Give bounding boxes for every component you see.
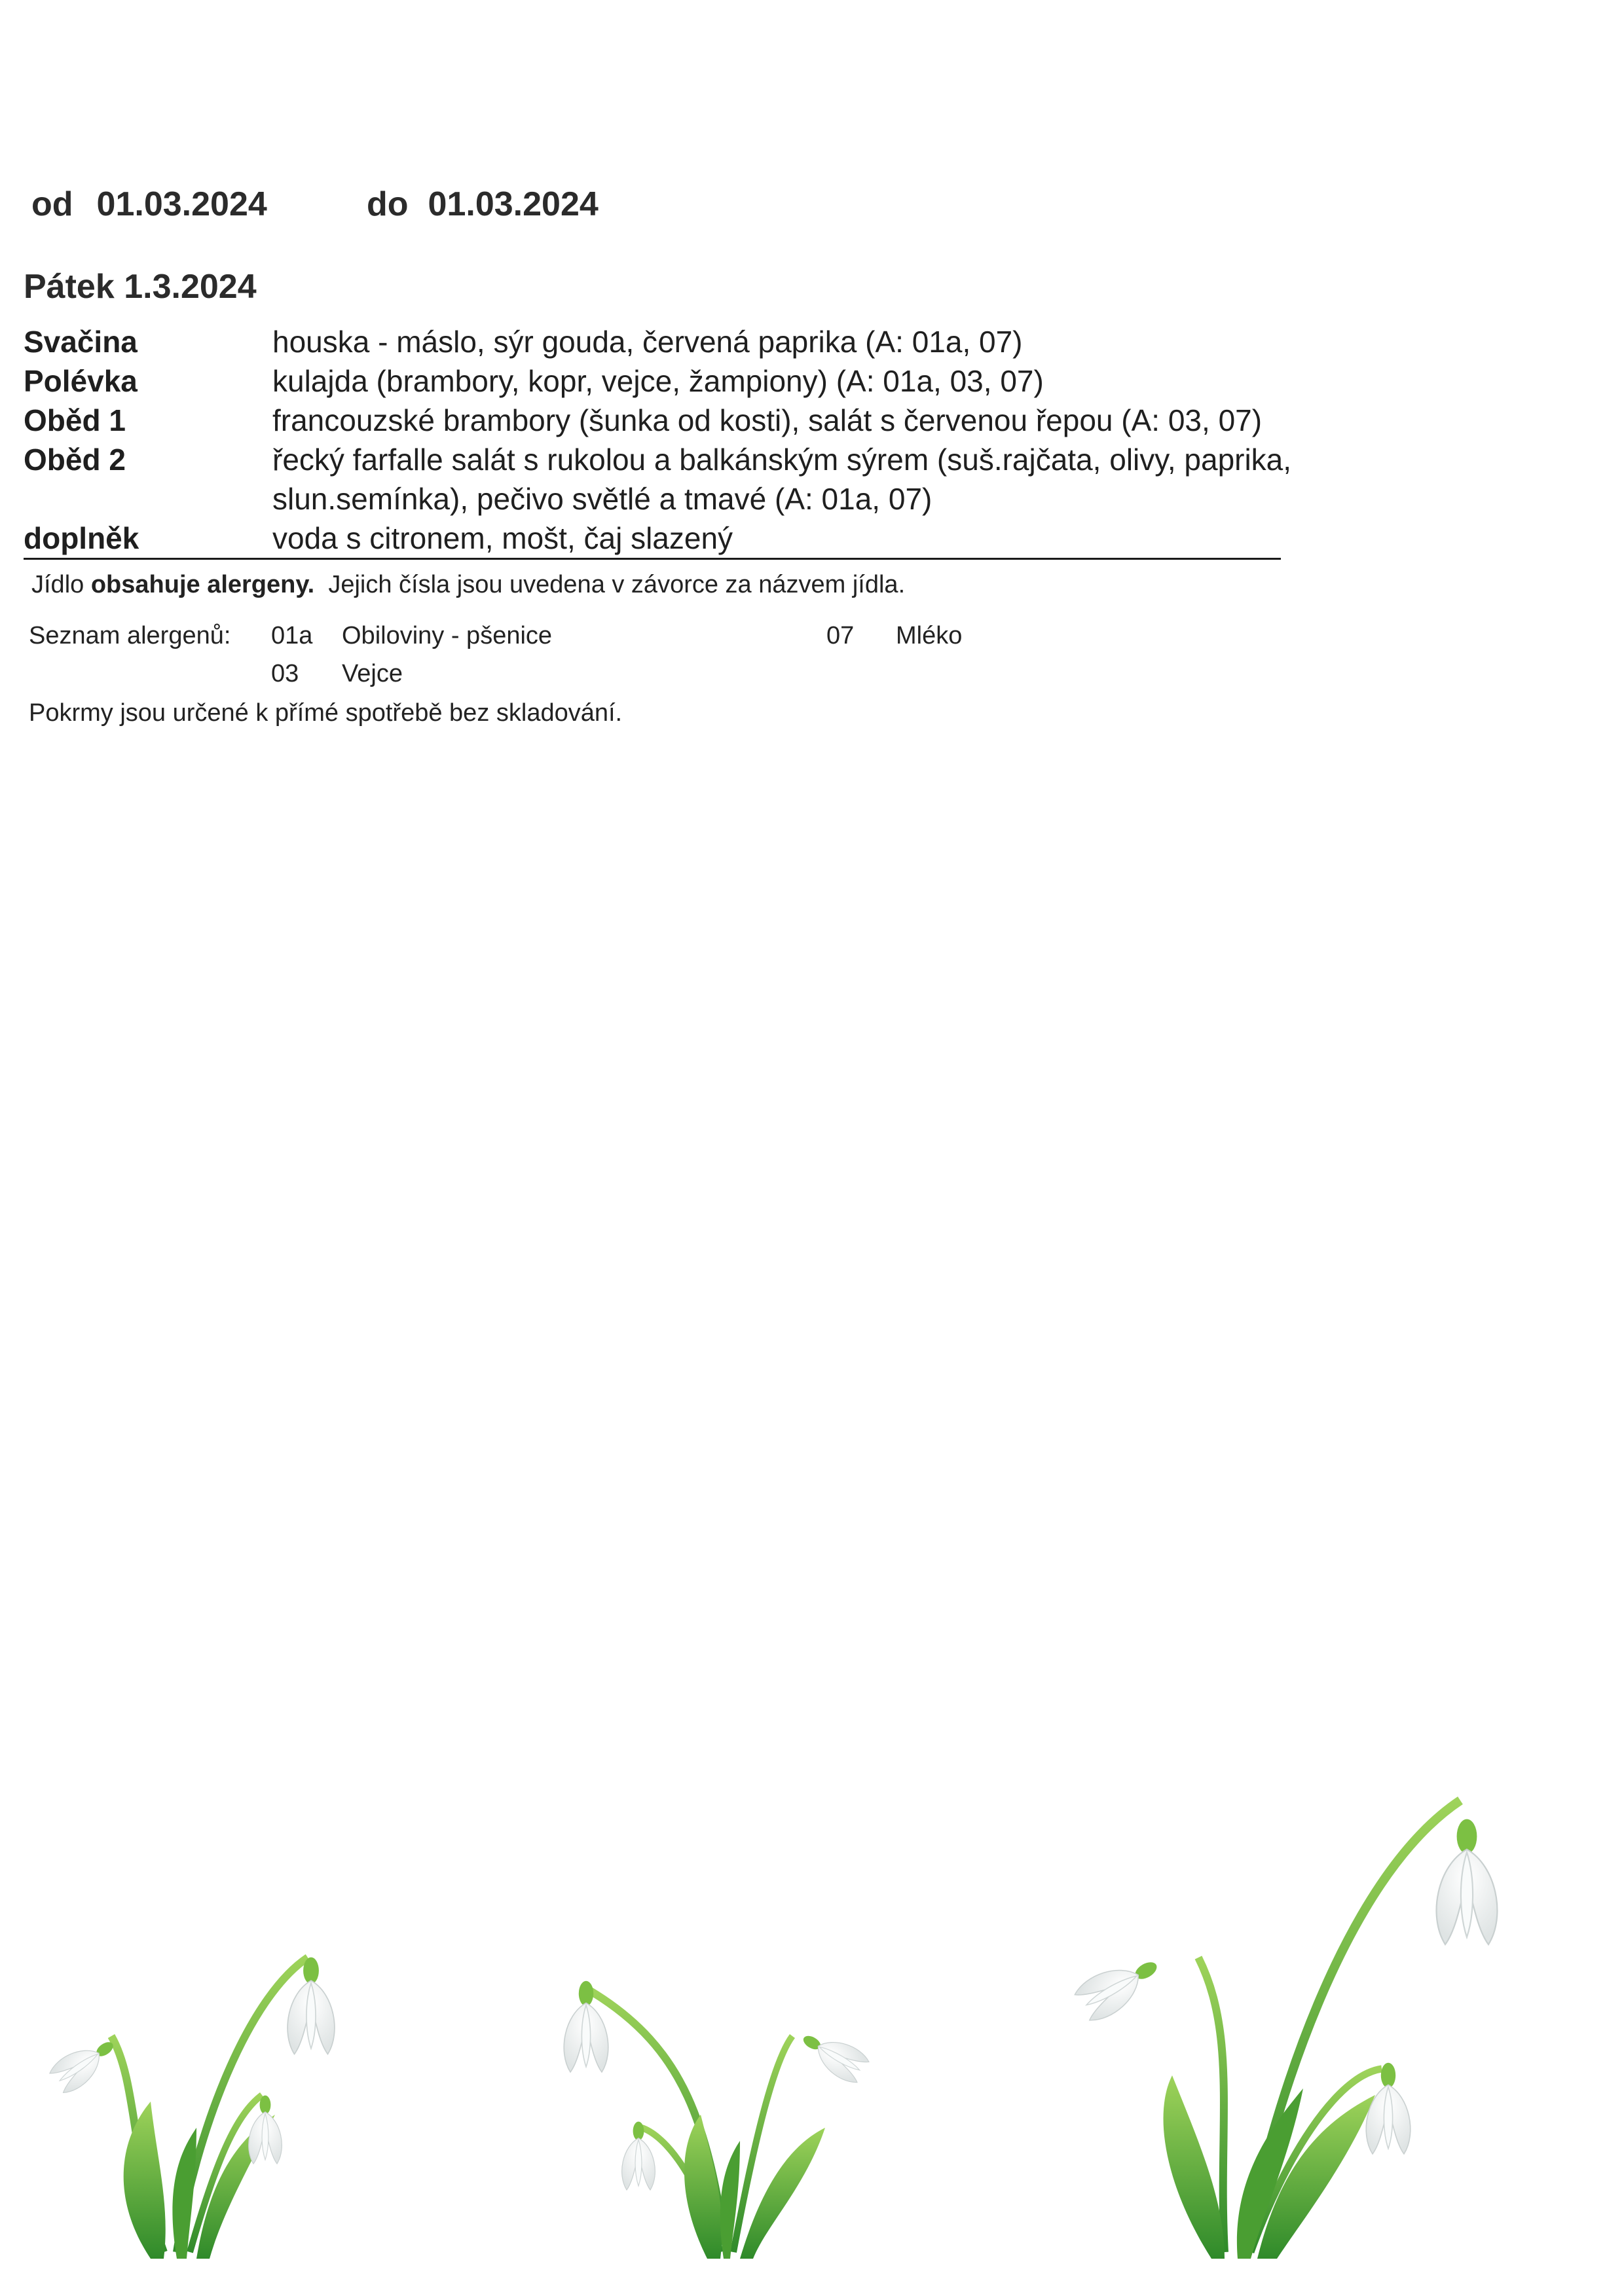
- menu-label: Oběd 1: [24, 403, 126, 437]
- day-title: Pátek 1.3.2024: [24, 268, 257, 306]
- snowdrop-group-left: [47, 1958, 335, 2259]
- menu-label: Oběd 2: [24, 443, 126, 477]
- allergen-name: Mléko: [896, 622, 963, 649]
- allergen-note-strong: obsahuje alergeny.: [90, 571, 315, 598]
- snowdrop-illustration: [0, 1539, 1624, 2296]
- allergen-code: 07: [826, 622, 855, 649]
- date-from-value: 01.03.2024: [96, 185, 267, 223]
- menu-label: Polévka: [24, 364, 138, 398]
- date-to: [367, 185, 599, 224]
- menu-label: doplněk: [24, 521, 139, 555]
- allergen-note: [31, 571, 905, 599]
- menu-label: Svačina: [24, 325, 138, 359]
- date-to-value: 01.03.2024: [428, 185, 599, 223]
- divider: [24, 558, 1281, 560]
- snowdrop-group-middle: [564, 1981, 871, 2259]
- date-to-label: do: [367, 185, 409, 223]
- menu-text: kulajda (brambory, kopr, vejce, žampiony) (A: 01a, 03, 07): [272, 364, 1044, 398]
- storage-note: Pokrmy jsou určené k přímé spotřebě bez skladování.: [29, 699, 623, 727]
- date-range: [31, 185, 599, 224]
- menu-text: francouzské brambory (šunka od kosti), salát s červenou řepou (A: 03, 07): [272, 403, 1263, 437]
- allergen-note-suffix: Jejich čísla jsou uvedena v závorce za názvem jídla.: [314, 571, 906, 598]
- menu-text: řecký farfalle salát s rukolou a balkánským sýrem (suš.rajčata, olivy, paprika, slun.semínka), pečivo světlé a tmavé (A: 01a, 07): [272, 443, 1292, 516]
- menu-text: houska - máslo, sýr gouda, červená paprika (A: 01a, 07): [272, 325, 1023, 359]
- allergen-list-label: Seznam alergenů:: [29, 622, 231, 649]
- allergen-name: Vejce: [342, 660, 403, 687]
- allergen-note-prefix: Jídlo: [31, 571, 91, 598]
- allergen-name: Obiloviny - pšenice: [342, 622, 553, 649]
- allergen-code: 03: [271, 660, 299, 687]
- snowdrop-group-right: [1072, 1800, 1498, 2259]
- menu-text: voda s citronem, mošt, čaj slazený: [272, 521, 733, 555]
- allergen-code: 01a: [271, 622, 313, 649]
- date-from-label: od: [31, 185, 73, 223]
